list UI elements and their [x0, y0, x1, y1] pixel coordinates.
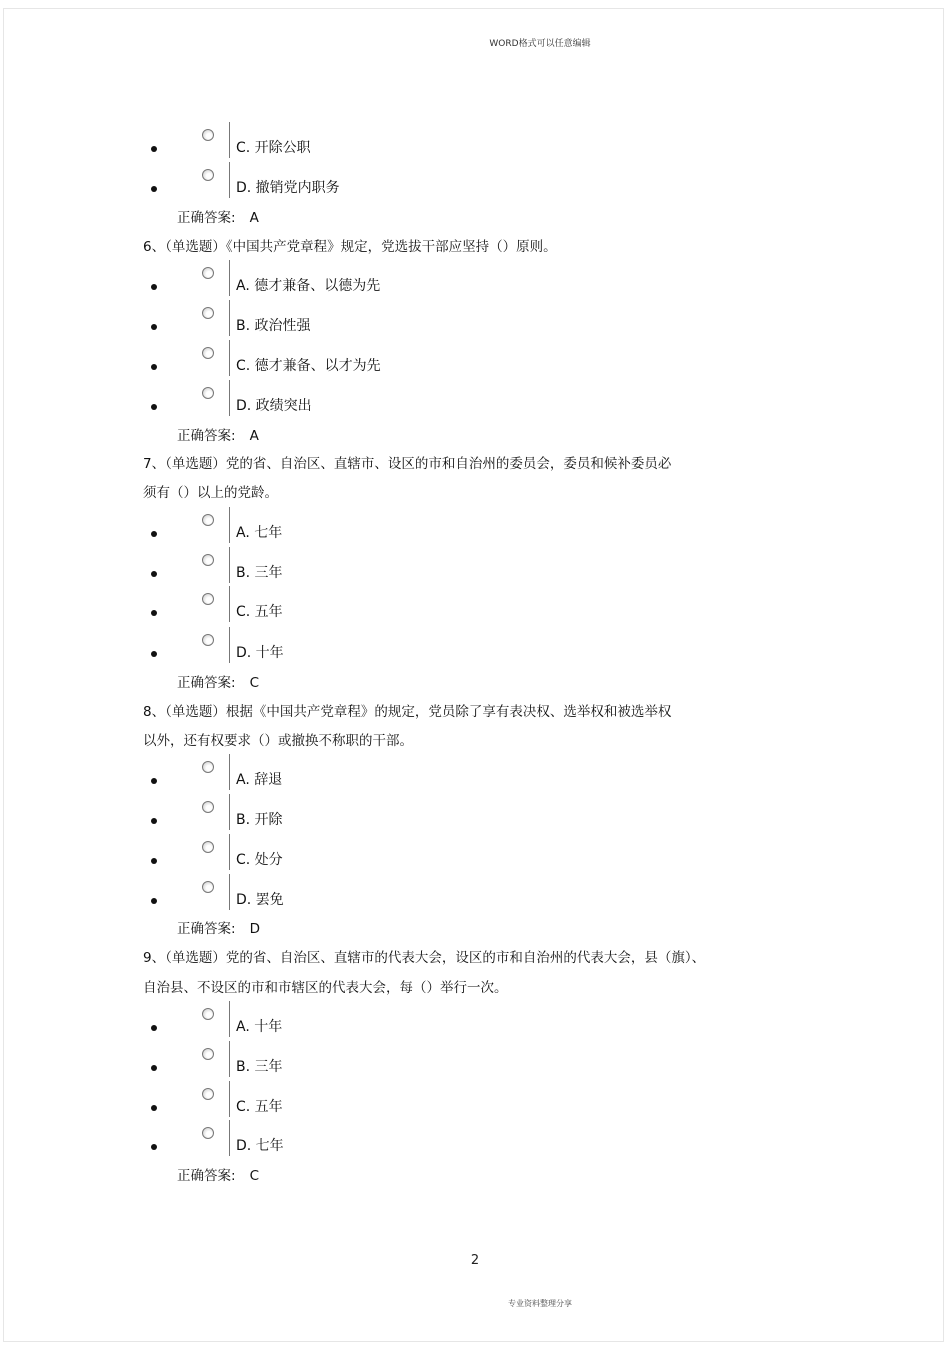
option-label: A. 德才兼备、以德为先 — [236, 278, 381, 294]
correct-answer — [177, 206, 259, 226]
radio-button-icon[interactable] — [202, 1048, 214, 1060]
radio-button-icon[interactable] — [202, 634, 214, 646]
option-label: B. 三年 — [236, 1059, 283, 1075]
radio-button-icon[interactable] — [202, 801, 214, 813]
divider — [229, 1120, 230, 1156]
page-number: 2 — [470, 1253, 480, 1268]
answer-value: C — [249, 675, 259, 691]
option-label: D. 罢免 — [236, 892, 284, 908]
divider — [229, 260, 230, 296]
divider — [229, 834, 230, 870]
answer-label: 正确答案: — [177, 1168, 236, 1184]
bullet-icon — [151, 186, 157, 192]
divider — [229, 1001, 230, 1037]
option-row[interactable] — [0, 122, 400, 162]
bullet-icon — [151, 610, 157, 616]
radio-button-icon[interactable] — [202, 267, 214, 279]
option-label: D. 十年 — [236, 645, 284, 661]
option-label: B. 政治性强 — [236, 318, 311, 334]
bullet-icon — [151, 1025, 157, 1031]
radio-button-icon[interactable] — [202, 593, 214, 605]
radio-button-icon[interactable] — [202, 1127, 214, 1139]
question-text: 自治县、不设区的市和市辖区的代表大会，每（）举行一次。 — [143, 980, 508, 996]
bullet-icon — [151, 571, 157, 577]
option-label: D. 七年 — [236, 1138, 284, 1154]
question-text: 以外，还有权要求（）或撤换不称职的干部。 — [143, 733, 413, 749]
question-text: 须有（）以上的党龄。 — [143, 485, 278, 501]
option-row[interactable] — [0, 874, 400, 914]
divider — [229, 162, 230, 198]
option-row[interactable] — [0, 300, 400, 340]
option-row[interactable] — [0, 1001, 400, 1041]
option-label: C. 德才兼备、以才为先 — [236, 358, 381, 374]
divider — [229, 586, 230, 622]
bullet-icon — [151, 284, 157, 290]
radio-button-icon[interactable] — [202, 554, 214, 566]
radio-button-icon[interactable] — [202, 347, 214, 359]
answer-value: C — [249, 1168, 259, 1184]
option-row[interactable] — [0, 627, 400, 667]
radio-button-icon[interactable] — [202, 169, 214, 181]
bullet-icon — [151, 404, 157, 410]
divider — [229, 547, 230, 583]
bullet-icon — [151, 778, 157, 784]
page-footer-note: 专业资料整理分享 — [508, 1299, 572, 1308]
divider — [229, 507, 230, 543]
bullet-icon — [151, 898, 157, 904]
option-label: B. 开除 — [236, 812, 283, 828]
correct-answer — [177, 424, 259, 444]
radio-button-icon[interactable] — [202, 761, 214, 773]
option-label: C. 开除公职 — [236, 140, 311, 156]
bullet-icon — [151, 1065, 157, 1071]
option-row[interactable] — [0, 547, 400, 587]
bullet-icon — [151, 531, 157, 537]
answer-value: A — [249, 210, 259, 226]
answer-label: 正确答案: — [177, 675, 236, 691]
option-label: A. 十年 — [236, 1019, 283, 1035]
answer-label: 正确答案: — [177, 428, 236, 444]
option-row[interactable] — [0, 260, 400, 300]
option-row[interactable] — [0, 586, 400, 626]
option-row[interactable] — [0, 1041, 400, 1081]
option-label: D. 政绩突出 — [236, 398, 312, 414]
radio-button-icon[interactable] — [202, 1008, 214, 1020]
answer-label: 正确答案: — [177, 210, 236, 226]
answer-label: 正确答案: — [177, 921, 236, 937]
option-row[interactable] — [0, 162, 400, 202]
bullet-icon — [151, 1144, 157, 1150]
correct-answer — [177, 1164, 259, 1184]
divider — [229, 380, 230, 416]
radio-button-icon[interactable] — [202, 1088, 214, 1100]
bullet-icon — [151, 324, 157, 330]
radio-button-icon[interactable] — [202, 387, 214, 399]
question-text: 7、（单选题）党的省、自治区、直辖市、设区的市和自治州的委员会，委员和候补委员必 — [143, 456, 672, 472]
option-label: C. 五年 — [236, 1099, 283, 1115]
correct-answer — [177, 917, 260, 937]
option-label: A. 七年 — [236, 525, 283, 541]
radio-button-icon[interactable] — [202, 841, 214, 853]
question-text: 6、（单选题）《中国共产党章程》规定，党选拔干部应坚持（）原则。 — [143, 239, 557, 255]
divider — [229, 300, 230, 336]
option-row[interactable] — [0, 507, 400, 547]
option-row[interactable] — [0, 380, 400, 420]
divider — [229, 1081, 230, 1117]
bullet-icon — [151, 818, 157, 824]
answer-value: A — [249, 428, 259, 444]
radio-button-icon[interactable] — [202, 881, 214, 893]
bullet-icon — [151, 651, 157, 657]
divider — [229, 1041, 230, 1077]
option-label: D. 撤销党内职务 — [236, 180, 340, 196]
radio-button-icon[interactable] — [202, 129, 214, 141]
radio-button-icon[interactable] — [202, 514, 214, 526]
divider — [229, 794, 230, 830]
option-row[interactable] — [0, 340, 400, 380]
bullet-icon — [151, 364, 157, 370]
question-text: 9、（单选题）党的省、自治区、直辖市的代表大会，设区的市和自治州的代表大会，县（旗）、 — [143, 950, 706, 966]
divider — [229, 340, 230, 376]
option-label: B. 三年 — [236, 565, 283, 581]
divider — [229, 754, 230, 790]
answer-value: D — [249, 921, 260, 937]
correct-answer — [177, 671, 259, 691]
page-header: WORD格式可以任意编辑 — [489, 39, 591, 49]
option-label: C. 五年 — [236, 604, 283, 620]
option-row[interactable] — [0, 1120, 400, 1160]
option-row[interactable] — [0, 1081, 400, 1121]
divider — [229, 122, 230, 158]
radio-button-icon[interactable] — [202, 307, 214, 319]
option-row[interactable] — [0, 834, 400, 874]
bullet-icon — [151, 858, 157, 864]
divider — [229, 874, 230, 910]
option-label: C. 处分 — [236, 852, 283, 868]
option-row[interactable] — [0, 794, 400, 834]
question-text: 8、（单选题）根据《中国共产党章程》的规定，党员除了享有表决权、选举权和被选举权 — [143, 704, 672, 720]
option-label: A. 辞退 — [236, 772, 283, 788]
bullet-icon — [151, 1105, 157, 1111]
divider — [229, 627, 230, 663]
bullet-icon — [151, 146, 157, 152]
option-row[interactable] — [0, 754, 400, 794]
